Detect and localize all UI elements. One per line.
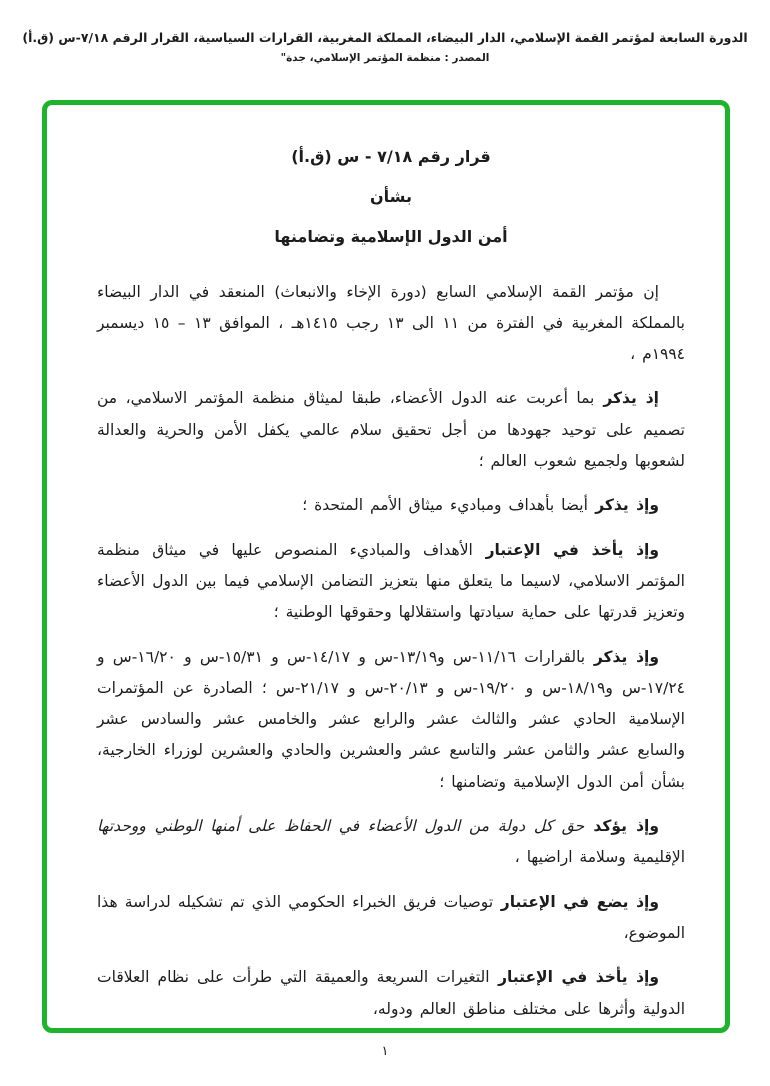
header-session-line: الدورة السابعة لمؤتمر القمة الإسلامي، الدار البيضاء، المملكة المغربية، القرارات السياسية، القرار الرقم ٧/١٨-س (ق.أ)	[22, 30, 748, 45]
page-footer	[0, 1044, 770, 1059]
paragraph	[97, 490, 685, 521]
document-source-header	[0, 30, 770, 64]
page-number: ١	[381, 1044, 389, 1059]
paragraph-segment: بالقرارات ١١/١٦-س و١٣/١٩-س و ١٤/١٧-س و ١٥/٣١-س و ١٦/٢٠-س و ١٧/٢٤-س و١٨/١٩-س و ١٩/٢٠-س و ٢٠/١٣-س و ٢١/١٧-س ؛ الصادرة عن المؤتمرات الإسلامية الحادي عشر والثالث عشر والرابع عشر والخامس عشر والسادس عشر والسابع عشر والثامن عشر والتاسع عشر والعشرين والحادي والعشرين لوزراء الخارجية، بشأن أمن الدول الإسلامية وتضامنها ؛	[97, 647, 686, 791]
paragraph	[97, 642, 685, 798]
paragraph	[97, 962, 685, 1025]
green-border-frame	[42, 100, 730, 1033]
paragraph-segment: وإذ يذكر	[587, 496, 659, 515]
document-body	[97, 147, 685, 1025]
paragraph-segment: التغيرات السريعة والعميقة التي طرأت على نظام العلاقات الدولية وأثرها على مختلف مناطق العالم ودوله،	[97, 968, 685, 1018]
paragraph	[97, 811, 685, 874]
paragraph-segment: وإذ يضع في الإعتبار	[493, 892, 660, 911]
resolution-title-block	[97, 147, 685, 247]
paragraph-segment: إذ يذكر	[594, 389, 659, 408]
paragraph-segment: بما أعربت عنه الدول الأعضاء، طبقا لميثاق منظمة المؤتمر الاسلامي، من تصميم على توحيد جهودها من أجل تحقيق سلام عالمي يكفل الأمن والحرية والعدالة لشعوبها ولجميع شعوب العالم ؛	[97, 389, 685, 471]
paragraphs	[97, 277, 685, 1025]
paragraph-segment: إن مؤتمر القمة الإسلامي السابع (دورة الإخاء والانبعاث) المنعقد في الدار البيضاء بالمملكة المغربية في الفترة من ١١ الى ١٣ رجب ١٤١٥هـ ، الموافق ١٣ – ١٥ ديسمبر ١٩٩٤م ،	[97, 282, 685, 364]
resolution-number-line: قرار رقم ٧/١٨ - س (ق.أ)	[291, 147, 491, 166]
header-source-line: المصدر : منظمة المؤتمر الإسلامي، جدة"	[280, 52, 490, 64]
resolution-concerning-line: بشأن	[370, 187, 412, 207]
paragraph	[97, 277, 685, 371]
paragraph-segment: حق كل دولة من الدول الأعضاء في الحفاظ على أمنها الوطني ووحدتها	[97, 817, 585, 836]
paragraph-segment: وإذ يؤكد	[584, 817, 660, 836]
paragraph-segment: وإذ يأخذ في الإعتبار	[489, 968, 659, 987]
paragraph	[97, 383, 685, 477]
paragraph	[97, 535, 685, 629]
paragraph-segment: الأهداف والمباديء المنصوص عليها في ميثاق منظمة المؤتمر الاسلامي، لاسيما ما يتعلق منها بتعزيز التضامن الإسلامي فيما بين الدول الأعضاء وتعزيز قدرتها على حماية سيادتها واستقلالها وحقوقها الوطنية ؛	[97, 540, 685, 622]
paragraph	[97, 887, 685, 950]
paragraph-segment: أيضا بأهداف ومباديء ميثاق الأمم المتحدة ؛	[302, 496, 588, 515]
paragraph-segment: توصيات فريق الخبراء الحكومي الذي تم تشكيله لدراسة هذا الموضوع،	[97, 892, 685, 942]
paragraph-segment: وإذ يأخذ في الإعتبار	[472, 540, 659, 559]
paragraph-segment: الإقليمية وسلامة اراضيها ،	[514, 848, 685, 867]
resolution-subject-line: أمن الدول الإسلامية وتضامنها	[274, 227, 508, 247]
paragraph-segment: وإذ يذكر	[585, 647, 659, 666]
